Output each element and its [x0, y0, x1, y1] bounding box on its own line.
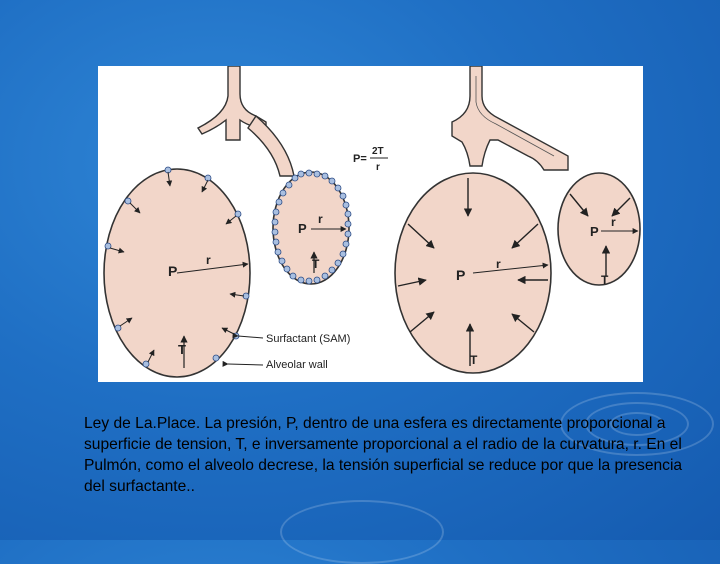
formula-denominator: r — [376, 162, 380, 173]
background-ripple — [280, 500, 444, 564]
pressure-label-right-large: P — [456, 267, 466, 283]
tension-label-right-small: T — [601, 273, 609, 287]
laplace-diagram — [98, 66, 643, 382]
right-alveoli-pair — [395, 66, 640, 373]
alveolar-wall-callout-line — [228, 364, 263, 365]
formula-lhs: P= — [353, 153, 367, 165]
left-alveoli-pair — [104, 66, 351, 377]
right-small-alveolus — [558, 173, 640, 285]
radius-label-right-large: r — [496, 257, 501, 271]
laplace-formula — [353, 146, 388, 173]
tension-label-right-large: T — [470, 353, 478, 367]
tension-label-large: T — [178, 342, 186, 357]
surfactant-callout-line — [238, 336, 263, 338]
left-small-branch — [248, 116, 294, 176]
pressure-label-right-small: P — [590, 224, 599, 239]
radius-label-large: r — [206, 253, 211, 267]
radius-label-right-small: r — [611, 215, 616, 229]
formula-numerator: 2T — [372, 146, 384, 157]
pressure-label-small: P — [298, 221, 307, 236]
radius-label-small: r — [318, 212, 323, 226]
alveolar-wall-callout: Alveolar wall — [266, 359, 328, 371]
surfactant-callout: Surfactant (SAM) — [266, 333, 351, 345]
slide-caption: Ley de La.Place. La presión, P, dentro de una esfera es directamente proporcional a superficie de tension, T, e inversamente proporcional a el radio de la curvatura, r. En el Pulmón, como el alveolo decrese, la tensión superficial se reduce por que la presencia del surfactante.. — [84, 415, 683, 495]
alveoli-illustration — [98, 66, 643, 382]
pressure-label-large: P — [168, 263, 178, 279]
tension-label-small: T — [312, 257, 320, 271]
